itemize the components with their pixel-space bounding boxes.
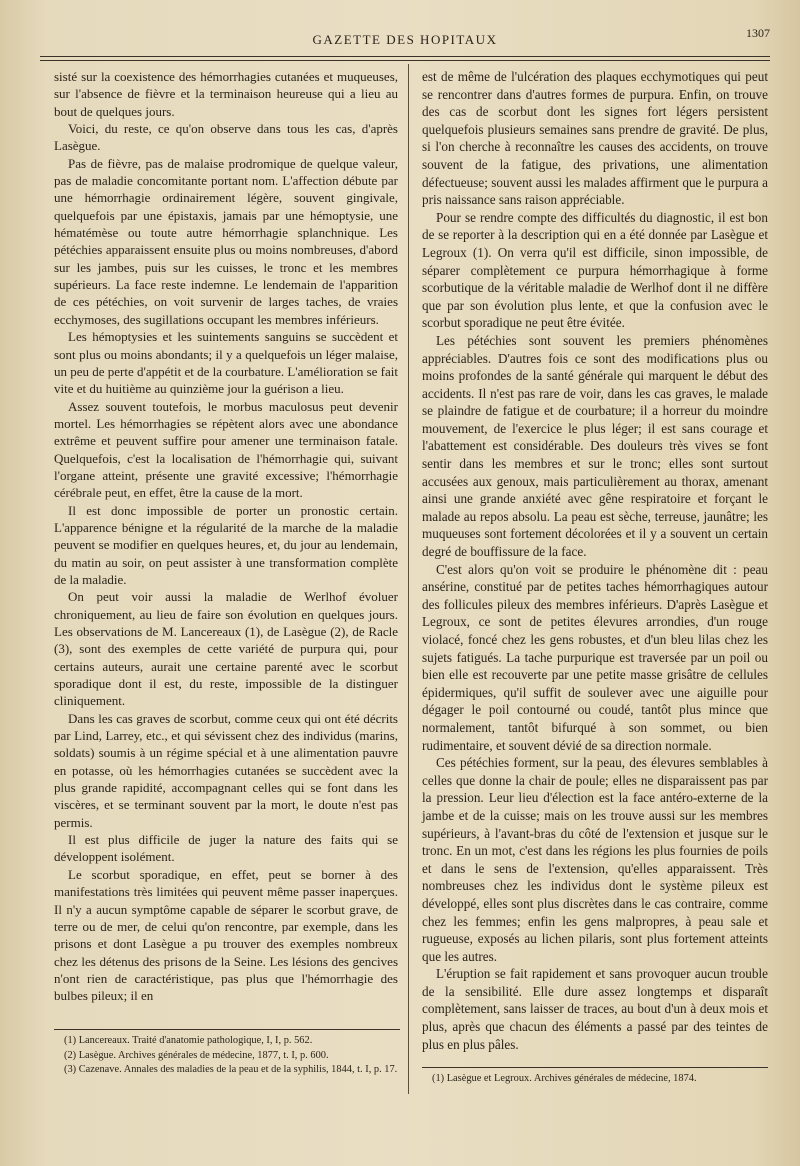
footnotes-right (422, 1072, 768, 1087)
page-number: 1307 (746, 26, 770, 40)
column-divider (408, 64, 409, 1094)
footnotes-left (54, 1034, 400, 1078)
header-rule-thin (40, 60, 770, 61)
page-header (40, 26, 770, 52)
paragraph: Il est plus difficile de juger la nature des faits qui se développent isolément. (54, 832, 398, 865)
footnote-rule (422, 1067, 768, 1068)
running-title: GAZETTE DES HOPITAUX (312, 32, 498, 47)
footnote: (3) Cazenave. Annales des maladies de la peau et de la syphilis, 1844, t. I, p. 17. (64, 1064, 398, 1075)
paragraph: Pas de fièvre, pas de malaise prodromique de quelque valeur, pas de maladie concomitante portant nom. L'affection débute par une hémorrhagie ordinairement légère, souvent gingivale, quelquefois par une épistaxis, jamais par une hémoptysie, une hématémèse ou toute autre hémorrhagie splanchnique. Les pétéchies apparaissent ensuite plus ou moins nombreuses, d'abord sur les jambes, puis sur les cuisses, le tronc et les membres supérieurs. La face reste indemne. Le lendemain de l'apparition de ces pétéchies, on voit survenir de larges taches, de vraies ecchymoses, des sugillations occupant les membres inférieurs. (54, 155, 398, 327)
footnote: (2) Lasègue. Archives générales de médecine, 1877, t. I, p. 600. (64, 1049, 329, 1061)
paragraph: L'éruption se fait rapidement et sans provoquer aucun trouble de la sensibilité. Elle dure assez longtemps et disparaît complètement, sans laisser de traces, au bout d'un à deux mois et plus, après que chacun des éléments a passé par des teintes de plus en plus pâles. (422, 966, 768, 1052)
header-rule (40, 56, 770, 57)
paragraph: C'est alors qu'on voit se produire le phénomène dit : peau ansérine, constitué par de petites taches hémorrhagiques autour des follicules pileux des membres inférieurs. D'après Lasègue et Legroux, ce sont de petites élevures arrondies, d'un rouge violacé, foncé chez les gens robustes, et d'un bleu lilas chez les sujets fatigués. La tache purpurique est traversée par un poil ou bien elle est recouverte par une petite masse grisâtre de cellules épidermiques, qu'il suffit de soulever avec une aiguille pour dégager le poil contourné ou coudé, tantôt plus mince que normalement, tantôt bifurqué à son sommet, ou bien rudimentaire, et souvent dévié de sa direction normale. (422, 561, 768, 753)
right-column (422, 68, 768, 1053)
paragraph: Les pétéchies sont souvent les premiers phénomènes appréciables. D'autres fois ce sont des modifications plus ou moins profondes de la santé générale qui marquent le début des accidents. Il n'est pas rare de voir, dans les cas graves, le malade se plaindre de fatigue et de courbature; il a horreur du moindre mouvement, de l'exercice le plus léger; il est sans courage et l'abattement est considérable. Des douleurs très vives se font sentir dans les membres et sur le tronc; elles sont surtout accusées aux genoux, mais particulièrement au thorax, amenant ainsi une grande anxiété avec gêne respiratoire et forçant le malade au repos absolu. La peau est sèche, terreuse, jaunâtre; les muqueuses sont fortement décolorées et il y a souvent un certain degré de bouffissure de la face. (422, 332, 768, 560)
paragraph: Pour se rendre compte des difficultés du diagnostic, il est bon de se reporter à la description qui en a été donnée par Lasègue et Legroux (1). On verra qu'il est difficile, sinon impossible, de séparer complètement ce purpura hémorrhagique à forme scorbutique de la véritable maladie de Werlhof dont il ne diffère que par son évolution plus lente, et que la confusion avec le scorbut sporadique ne peut être évitée. (422, 209, 768, 331)
left-column (54, 68, 398, 1005)
paragraph: Dans les cas graves de scorbut, comme ceux qui ont été décrits par Lind, Larrey, etc., et qui sévissent chez des individus (marins, soldats) soumis à un régime spécial et à une alimentation pauvre en potasse, où les hémorrhagies cutanées se succèdent avec la plus grande rapidité, accompagnant celles qui se font dans les viscères, et se terminant souvent par la mort, le doute n'est pas permis. (54, 710, 398, 830)
paragraph: Il est donc impossible de porter un pronostic certain. L'apparence bénigne et la régularité de la marche de la maladie peuvent se modifier en quelques heures, et, du jour au lendemain, du matin au soir, on peut assister à une transformation complète de la maladie. (54, 502, 398, 587)
paragraph: On peut voir aussi la maladie de Werlhof évoluer chroniquement, au lieu de faire son évolution en quelques jours. Les observations de M. Lancereaux (1), de Lasègue (2), de Racle (3), sont des exemples de cette variété de purpura qui, pour certains auteurs, aurait une certaine parenté avec le scorbut sporadique dont il est, du reste, impossible de la distinguer cliniquement. (54, 589, 398, 709)
footnote-rule (54, 1029, 400, 1030)
paragraph: Le scorbut sporadique, en effet, peut se borner à des manifestations très limitées qui peuvent même passer inaperçues. Il n'y a aucun symptôme capable de séparer le scorbut grave, de terre ou de mer, de celui qu'on rencontre, par exemple, dans les prisons et dont Lasègue a pu trouver des exemples nombreux chez les détenus des prisons de la Seine. Les lésions des gencives n'ont rien de caractéristique, pas plus que l'hémorrhagie des bulbes pileux; il en (54, 866, 398, 1004)
footnote: (1) Lancereaux. Traité d'anatomie pathologique, I, I, p. 562. (64, 1035, 313, 1046)
paragraph: est de même de l'ulcération des plaques ecchymotiques qui peut se rencontrer dans d'autres formes de purpura. Enfin, on trouve des cas de scorbut dont les signes fort légers persistent quelquefois plusieurs semaines sans prendre de gravité. De plus, si l'on cherche à reconnaître les causes des accidents, on trouve souvent de la fatigue, des privations, une alimentation défectueuse; souvent aussi les malades affirment que le purpura a pris naissance sans raison appréciable. (422, 69, 768, 208)
paragraph: Les hémoptysies et les suintements sanguins se succèdent et sont plus ou moins abondants; il y a quelquefois un léger malaise, un peu de perte d'appétit et de la courbature. L'amélioration se fait vite et du huitième au quinzième jour la guérison a lieu. (54, 329, 398, 397)
paragraph: sisté sur la coexistence des hémorrhagies cutanées et muqueuses, sur l'absence de fièvre et la terminaison heureuse qui a lieu au bout de quelques jours. (54, 69, 398, 119)
paragraph: Assez souvent toutefois, le morbus maculosus peut devenir mortel. Les hémorrhagies se répètent alors avec une abondance extrême et peuvent suffire pour amener une terminaison fatale. Quelquefois, c'est la localisation de l'hémorrhagie qui, suivant l'organe atteint, présente une gravité excessive; l'hémorrhagie cérébrale peut, en effet, être la cause de la mort. (54, 398, 398, 501)
footnote: (1) Lasègue et Legroux. Archives générales de médecine, 1874. (432, 1073, 697, 1084)
paragraph: Voici, du reste, ce qu'on observe dans tous les cas, d'après Lasègue. (54, 121, 398, 154)
paragraph: Ces pétéchies forment, sur la peau, des élevures semblables à celles que donne la chair de poule; elles ne disparaissent pas par la pression. Leur lieu d'élection est la face antéro-externe de la jambe et de la cuisse; mais on les trouve aussi sur les membres supérieurs, à l'avant-bras du côté de l'extension et jusque sur le tronc. En un mot, c'est dans les régions les plus fournies de poils et dans le sens de l'extension, qu'elles apparaissent. Très nombreuses chez les individus dont le système pileux est développé, elles sont plus discrètes dans le cas contraire, comme chez les femmes; enfin les gens malpropres, à peau sale et rugueuse, exposés au lichen pilaris, sont plus fortement atteints que les autres. (422, 755, 768, 964)
